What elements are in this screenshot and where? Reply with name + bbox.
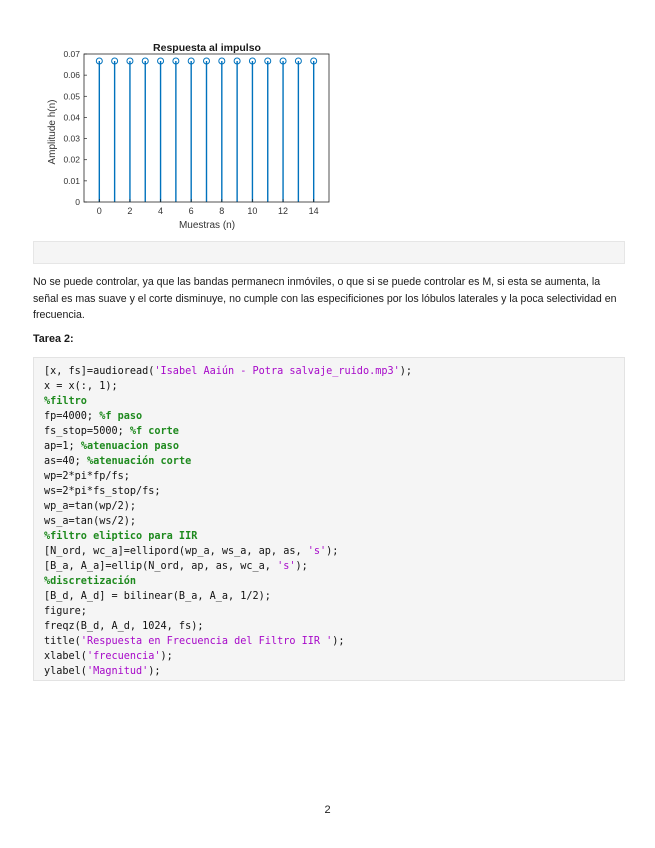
code-text: [B_d, A_d] = bilinear(B_a, A_a, 1/2);	[44, 591, 271, 602]
code-text: );	[295, 561, 308, 572]
code-text: figure;	[44, 606, 87, 617]
code-text: [x, fs]=audioread(	[44, 366, 155, 377]
x-tick-label: 12	[278, 206, 289, 216]
code-line	[44, 409, 624, 424]
code-string: 's'	[307, 546, 327, 557]
code-text: ap=1;	[44, 441, 81, 452]
code-text: wp_a=tan(wp/2);	[44, 501, 137, 512]
code-line	[44, 634, 624, 649]
code-string: 'Respuesta en Frecuencia del Filtro IIR '	[80, 636, 333, 647]
code-text: [B_a, A_a]=ellip(N_ord, ap, as, wc_a,	[44, 561, 278, 572]
section-heading: Tarea 2:	[33, 333, 74, 345]
code-text: );	[160, 651, 173, 662]
code-string: 'Magnitud'	[86, 666, 149, 677]
x-tick-label: 10	[247, 206, 258, 216]
y-tick-label: 0.04	[63, 112, 80, 123]
chart-y-axis-label: Amplitude h(n)	[47, 99, 58, 165]
x-tick-label: 2	[127, 206, 133, 216]
impulse-response-chart	[0, 0, 340, 238]
code-line	[44, 649, 624, 664]
code-string: 'frecuencia'	[86, 651, 161, 662]
code-text: );	[399, 366, 413, 377]
code-line	[44, 574, 624, 589]
x-tick-label: 0	[96, 206, 102, 216]
chart-title: Respuesta al impulso	[153, 42, 261, 54]
code-line	[44, 484, 624, 499]
code-text: title(	[44, 636, 81, 647]
code-line	[44, 394, 624, 409]
code-line	[44, 529, 624, 544]
code-line	[44, 469, 624, 484]
code-line	[44, 589, 624, 604]
code-line	[44, 664, 624, 679]
code-comment: %atenuación corte	[86, 456, 192, 467]
code-comment: %discretización	[44, 576, 137, 587]
x-tick-label: 6	[188, 206, 194, 216]
body-paragraph: No se puede controlar, ya que las bandas permanecn inmóviles, o que si se puede controlar es M, si esta se aumenta, la señal es mas suave y el corte disminuye, no cumple con las especificiones por los lóbulos laterales y la poca selectividad en frecuencia.	[33, 276, 617, 321]
code-string: 'Isabel Aaiún - Potra salvaje_ruido.mp3'	[154, 366, 400, 377]
code-text: ylabel(	[44, 666, 87, 677]
code-line	[44, 454, 624, 469]
code-line	[44, 424, 624, 439]
code-comment: %f corte	[129, 426, 179, 437]
code-text: x = x(:, 1);	[44, 381, 118, 392]
code-string: 's'	[277, 561, 296, 572]
code-line	[44, 604, 624, 619]
code-text: fp=4000;	[44, 411, 100, 422]
code-comment: %filtro	[44, 396, 87, 407]
code-text: fs_stop=5000;	[44, 426, 130, 437]
code-comment: %filtro eliptico para IIR	[44, 531, 198, 542]
code-line	[44, 544, 624, 559]
code-output-area	[33, 241, 625, 264]
code-text: );	[148, 666, 161, 677]
code-block[interactable]	[33, 357, 625, 681]
code-text: ws_a=tan(ws/2);	[44, 516, 137, 527]
x-tick-label: 14	[308, 206, 319, 216]
y-tick-label: 0.05	[63, 91, 80, 102]
y-tick-label: 0.06	[63, 70, 80, 81]
code-line	[44, 439, 624, 454]
code-line	[44, 379, 624, 394]
code-text: xlabel(	[44, 651, 87, 662]
code-comment: %atenuacion paso	[80, 441, 179, 452]
x-tick-label: 4	[158, 206, 164, 216]
page-number: 2	[324, 804, 331, 816]
code-line	[44, 559, 624, 574]
code-text: ws=2*pi*fs_stop/fs;	[44, 486, 161, 497]
code-comment: %f paso	[99, 411, 143, 422]
code-text: );	[326, 546, 339, 557]
code-text: as=40;	[44, 456, 87, 467]
code-line	[44, 514, 624, 529]
y-tick-label: 0.07	[63, 49, 80, 59]
y-tick-label: 0.01	[63, 175, 80, 186]
chart-x-axis-label: Muestras (n)	[178, 220, 236, 231]
y-tick-label: 0.02	[63, 154, 80, 165]
code-line	[44, 499, 624, 514]
code-line	[44, 364, 624, 379]
x-tick-label: 8	[219, 206, 225, 216]
y-tick-label: 0.03	[63, 133, 80, 144]
code-line	[44, 619, 624, 634]
code-text: [N_ord, wc_a]=ellipord(wp_a, ws_a, ap, as,	[44, 546, 308, 557]
code-text: freqz(B_d, A_d, 1024, fs);	[44, 621, 204, 632]
code-text: wp=2*pi*fp/fs;	[44, 471, 130, 482]
code-text: );	[332, 636, 345, 647]
y-tick-label: 0	[75, 197, 80, 207]
